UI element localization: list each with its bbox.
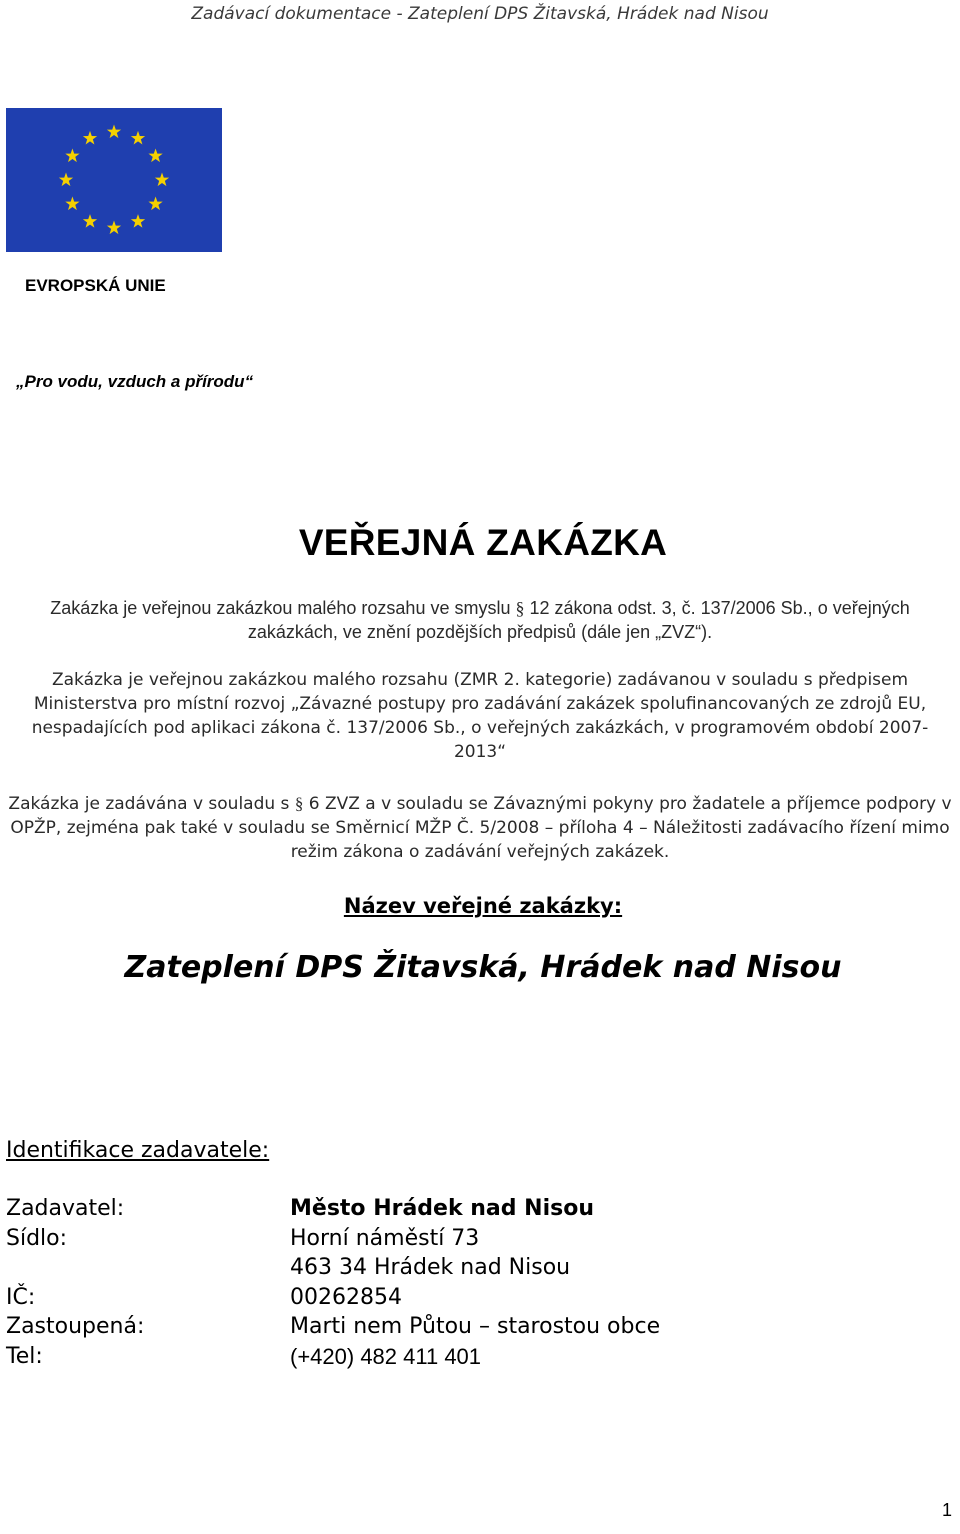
row-value: (+420) 482 411 401 xyxy=(290,1344,482,1369)
identification-row xyxy=(6,1255,946,1285)
identification-heading: Identifikace zadavatele: xyxy=(6,1138,270,1163)
row-label: Zastoupená: xyxy=(6,1314,145,1339)
section-sign: § xyxy=(294,794,304,813)
identification-row xyxy=(6,1314,946,1344)
row-label: Sídlo: xyxy=(6,1226,68,1251)
identification-row xyxy=(6,1196,946,1226)
row-value: 463 34 Hrádek nad Nisou xyxy=(290,1255,571,1280)
running-header: Zadávací dokumentace - Zateplení DPS Žitavská, Hrádek nad Nisou xyxy=(191,4,769,24)
row-label: Zadavatel: xyxy=(6,1196,125,1221)
paragraph-category: Zakázka je veřejnou zakázkou malého rozsahu (ZMR 2. kategorie) zadávanou v souladu s předpisem Ministerstva pro místní rozvoj „Závazné postupy pro zadávání zakázek spolufinancovaných ze zdrojů EU, nespadajících pod aplikaci zákona č. 137/2006 Sb., o veřejných zakázkách, v programovém období 2007-2013“ xyxy=(31,670,929,762)
row-label: IČ: xyxy=(6,1285,36,1310)
paragraph-legal-basis: Zakázka je veřejnou zakázkou malého rozsahu ve smyslu § 12 zákona odst. 3, č. 137/2006 Sb., o veřejných zakázkách, ve znění pozdějších předpisů (dále jen „ZVZ“). xyxy=(50,598,910,642)
row-label: Tel: xyxy=(6,1344,43,1369)
row-value: Horní náměstí 73 xyxy=(290,1226,480,1251)
page-number: 1 xyxy=(941,1500,952,1520)
row-value: 00262854 xyxy=(290,1285,402,1310)
eu-label: EVROPSKÁ UNIE xyxy=(25,276,166,295)
contract-heading: Název veřejné zakázky: xyxy=(343,894,623,918)
document-title: VEŘEJNÁ ZAKÁZKA xyxy=(298,522,668,563)
eu-flag-icon xyxy=(6,108,222,252)
row-value: Město Hrádek nad Nisou xyxy=(290,1196,595,1221)
contract-name: Zateplení DPS Žitavská, Hrádek nad Nisou xyxy=(124,950,842,985)
slogan: „Pro vodu, vzduch a přírodu“ xyxy=(16,372,254,391)
section-sign: § xyxy=(515,598,525,618)
identification-row xyxy=(6,1285,946,1315)
row-value: Marti nem Půtou – starostou obce xyxy=(290,1314,661,1339)
identification-row xyxy=(6,1226,946,1256)
paragraph-procedure: Zakázka je zadávána v souladu s § 6 ZVZ a v souladu se Závaznými pokyny pro žadatele a příjemce podpory v OPŽP, zejména pak také v souladu se Směrnicí MŽP Č. 5/2008 – příloha 4 – Náležitosti zadávacího řízení mimo režim zákona o zadávání veřejných zakázek. xyxy=(8,794,952,862)
identification-row xyxy=(6,1344,946,1374)
